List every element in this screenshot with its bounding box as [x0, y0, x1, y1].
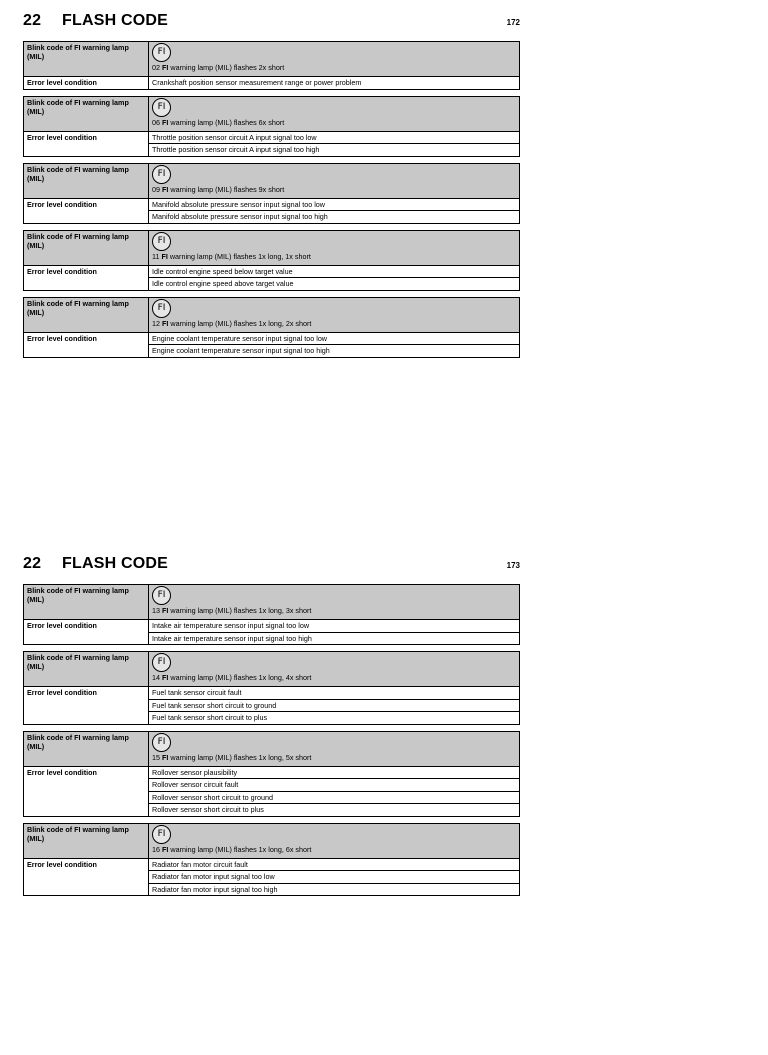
flash-code-list: [23, 584, 520, 902]
error-condition-text: Rollover sensor circuit fault: [149, 779, 520, 792]
error-condition-text: Manifold absolute pressure sensor input signal too low: [149, 198, 520, 211]
fi-warning-lamp-icon: FI: [152, 586, 171, 605]
error-level-label: Error level condition: [24, 620, 149, 645]
flash-code-table: [23, 163, 520, 224]
flash-code-number: 13: [152, 606, 160, 615]
fi-label: FI: [162, 673, 169, 682]
section-title: FLASH CODE: [62, 555, 168, 572]
blink-code-text: [152, 753, 516, 762]
blink-code-label: Blink code of FI warning lamp (MIL): [24, 652, 149, 687]
flash-code-number: 09: [152, 184, 160, 194]
fi-label: FI: [161, 251, 168, 261]
fi-warning-lamp-icon: FI: [152, 825, 171, 844]
fi-label: FI: [162, 184, 169, 194]
blink-description: warning lamp (MIL) flashes 1x long, 6x short: [170, 844, 312, 854]
fi-warning-lamp-icon: FI: [152, 43, 171, 62]
flash-code-table: [23, 823, 520, 897]
error-level-label: Error level condition: [24, 687, 149, 725]
error-condition-text: Crankshaft position sensor measurement range or power problem: [149, 77, 520, 90]
blink-code-label: Blink code of FI warning lamp (MIL): [24, 823, 149, 858]
blink-code-label: Blink code of FI warning lamp (MIL): [24, 163, 149, 198]
error-condition-text: Rollover sensor plausibility: [149, 766, 520, 779]
error-level-label: Error level condition: [24, 198, 149, 223]
error-condition-text: Radiator fan motor input signal too low: [149, 871, 520, 884]
fi-warning-lamp-icon: FI: [152, 299, 171, 318]
blink-code-text: [152, 845, 516, 854]
blink-description: warning lamp (MIL) flashes 9x short: [170, 184, 285, 194]
error-condition-text: Fuel tank sensor short circuit to ground: [149, 699, 520, 712]
flash-code-number: 15: [152, 752, 160, 762]
blink-code-row: [24, 823, 520, 858]
blink-code-cell: [149, 163, 520, 198]
blink-code-text: [152, 63, 516, 72]
blink-code-row: [24, 42, 520, 77]
flash-code-table: [23, 651, 520, 725]
error-condition-text: Intake air temperature sensor input signal too high: [149, 632, 520, 645]
fi-label: FI: [162, 844, 169, 854]
fi-warning-lamp-icon: FI: [152, 733, 171, 752]
blink-code-label: Blink code of FI warning lamp (MIL): [24, 96, 149, 131]
error-condition-row: [24, 265, 520, 278]
page-number: 173: [506, 561, 520, 570]
flash-code-table: [23, 297, 520, 358]
error-condition-text: Radiator fan motor input signal too high: [149, 883, 520, 896]
blink-code-text: [152, 118, 516, 127]
flash-code-number: 02: [152, 63, 160, 72]
fi-warning-lamp-icon: FI: [152, 98, 171, 117]
flash-code-table: [23, 584, 520, 645]
fi-label: FI: [162, 606, 169, 615]
error-condition-text: Idle control engine speed below target value: [149, 265, 520, 278]
blink-code-cell: [149, 652, 520, 687]
blink-description: warning lamp (MIL) flashes 1x long, 5x short: [170, 752, 312, 762]
error-condition-text: Engine coolant temperature sensor input signal too low: [149, 332, 520, 345]
chapter-number: 22: [23, 555, 42, 572]
blink-code-row: [24, 652, 520, 687]
error-condition-row: [24, 77, 520, 90]
flash-code-list: [23, 41, 520, 364]
blink-code-text: [152, 673, 516, 682]
fi-warning-lamp-icon: FI: [152, 165, 171, 184]
blink-code-row: [24, 230, 520, 265]
error-condition-row: [24, 687, 520, 700]
flash-code-number: 12: [152, 318, 160, 328]
error-level-label: Error level condition: [24, 77, 149, 90]
error-level-label: Error level condition: [24, 766, 149, 816]
chapter-number: 22: [23, 12, 42, 29]
error-condition-text: Fuel tank sensor circuit fault: [149, 687, 520, 700]
error-condition-row: [24, 858, 520, 871]
blink-code-row: [24, 163, 520, 198]
flash-code-number: 06: [152, 117, 160, 127]
blink-description: warning lamp (MIL) flashes 2x short: [170, 63, 285, 72]
error-condition-text: Throttle position sensor circuit A input signal too low: [149, 131, 520, 144]
error-condition-text: Throttle position sensor circuit A input signal too high: [149, 144, 520, 157]
blink-code-cell: [149, 585, 520, 620]
blink-code-text: [152, 185, 516, 194]
error-condition-row: [24, 620, 520, 633]
error-condition-text: Manifold absolute pressure sensor input signal too high: [149, 211, 520, 224]
blink-code-text: [152, 319, 516, 328]
error-level-label: Error level condition: [24, 265, 149, 290]
error-level-label: Error level condition: [24, 858, 149, 896]
error-level-label: Error level condition: [24, 131, 149, 156]
fi-warning-lamp-icon: FI: [152, 232, 171, 251]
blink-code-cell: [149, 823, 520, 858]
blink-code-cell: [149, 297, 520, 332]
blink-code-row: [24, 731, 520, 766]
blink-code-cell: [149, 230, 520, 265]
flash-code-number: 11: [152, 251, 160, 261]
error-condition-text: Rollover sensor short circuit to ground: [149, 791, 520, 804]
flash-code-table: [23, 41, 520, 90]
blink-description: warning lamp (MIL) flashes 1x long, 3x short: [170, 606, 312, 615]
flash-code-number: 14: [152, 673, 160, 682]
error-condition-row: [24, 198, 520, 211]
blink-description: warning lamp (MIL) flashes 1x long, 2x short: [170, 318, 312, 328]
blink-code-cell: [149, 42, 520, 77]
fi-label: FI: [162, 318, 169, 328]
error-condition-text: Fuel tank sensor short circuit to plus: [149, 712, 520, 725]
blink-description: warning lamp (MIL) flashes 1x long, 4x short: [170, 673, 312, 682]
blink-code-label: Blink code of FI warning lamp (MIL): [24, 731, 149, 766]
fi-warning-lamp-icon: FI: [152, 653, 171, 672]
error-condition-row: [24, 766, 520, 779]
error-condition-text: Intake air temperature sensor input signal too low: [149, 620, 520, 633]
blink-code-row: [24, 96, 520, 131]
blink-description: warning lamp (MIL) flashes 6x short: [170, 117, 285, 127]
blink-code-label: Blink code of FI warning lamp (MIL): [24, 297, 149, 332]
error-condition-row: [24, 332, 520, 345]
error-condition-text: Engine coolant temperature sensor input signal too high: [149, 345, 520, 358]
blink-code-cell: [149, 731, 520, 766]
section-title: FLASH CODE: [62, 12, 168, 29]
flash-code-number: 16: [152, 844, 160, 854]
flash-code-table: [23, 230, 520, 291]
error-condition-text: Radiator fan motor circuit fault: [149, 858, 520, 871]
fi-label: FI: [162, 752, 169, 762]
flash-code-table: [23, 96, 520, 157]
blink-code-row: [24, 297, 520, 332]
page-number: 172: [506, 18, 520, 27]
page-173: [0, 543, 768, 1055]
error-condition-text: Rollover sensor short circuit to plus: [149, 804, 520, 817]
error-condition-text: Idle control engine speed above target value: [149, 278, 520, 291]
flash-code-table: [23, 731, 520, 817]
blink-code-cell: [149, 96, 520, 131]
blink-code-label: Blink code of FI warning lamp (MIL): [24, 230, 149, 265]
blink-code-row: [24, 585, 520, 620]
page-172: [0, 0, 768, 512]
error-level-label: Error level condition: [24, 332, 149, 357]
page-header: [23, 12, 520, 34]
page-header: [23, 555, 520, 577]
blink-code-text: [152, 252, 516, 261]
blink-description: warning lamp (MIL) flashes 1x long, 1x short: [169, 251, 311, 261]
fi-label: FI: [162, 117, 169, 127]
error-condition-row: [24, 131, 520, 144]
blink-code-label: Blink code of FI warning lamp (MIL): [24, 585, 149, 620]
blink-code-text: [152, 606, 516, 615]
fi-label: FI: [162, 63, 169, 72]
blink-code-label: Blink code of FI warning lamp (MIL): [24, 42, 149, 77]
